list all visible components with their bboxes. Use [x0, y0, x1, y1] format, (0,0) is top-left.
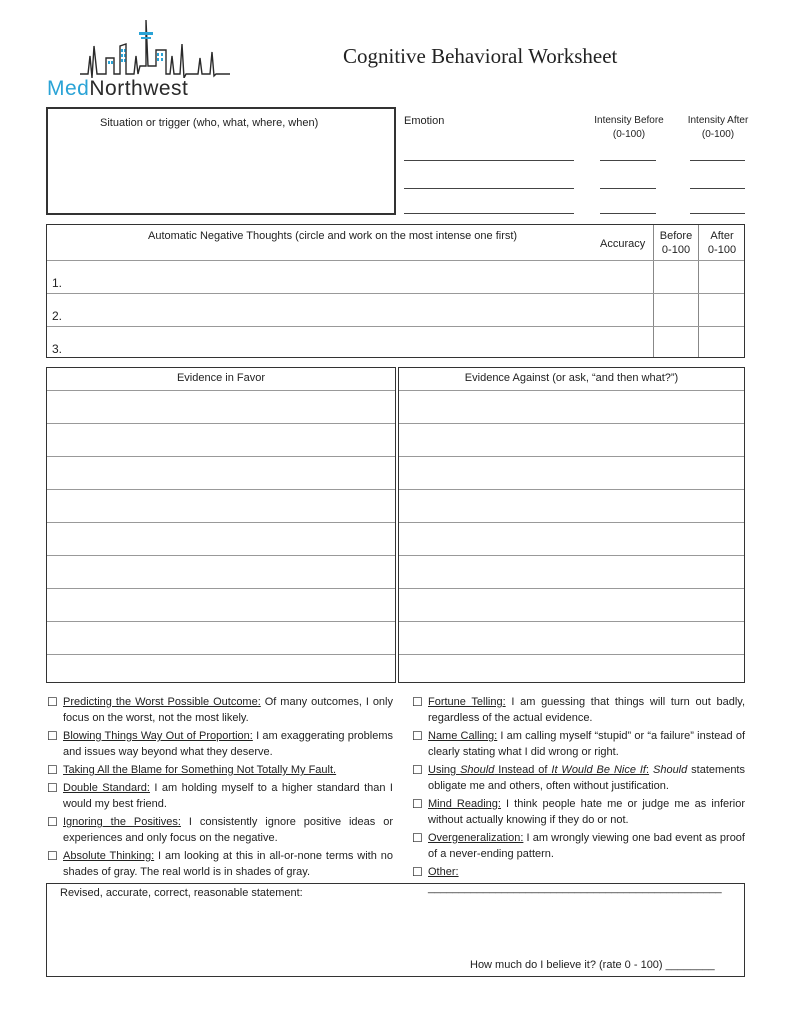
intensity-before-label — [586, 114, 672, 142]
thoughts-after-line1: After — [710, 230, 734, 242]
evidence-against-row[interactable] — [399, 555, 744, 556]
intensity-before-line1: Intensity Before — [594, 115, 664, 126]
checkbox-icon[interactable]: ☐ — [412, 763, 423, 777]
evidence-favor-row[interactable] — [47, 423, 395, 424]
distortion-item — [47, 814, 393, 848]
evidence-against-row[interactable] — [399, 588, 744, 589]
distortion-name: Fortune Telling: — [428, 696, 506, 708]
evidence-favor-row[interactable] — [47, 489, 395, 490]
evidence-favor-row[interactable] — [47, 621, 395, 622]
logo-med: Med — [47, 77, 90, 100]
distortion-text — [63, 814, 393, 846]
checkbox-icon[interactable]: ☐ — [412, 831, 423, 845]
distortion-item — [412, 694, 745, 728]
evidence-favor-row[interactable] — [47, 390, 395, 391]
distortion-name: Overgeneralization: — [428, 832, 524, 844]
distortion-text — [63, 728, 393, 760]
distortion-text — [428, 830, 745, 862]
distortion-item — [412, 830, 745, 864]
distortion-name: Name Calling: — [428, 730, 498, 742]
after-line-2[interactable] — [690, 188, 745, 189]
page-title: Cognitive Behavioral Worksheet — [343, 44, 618, 68]
evidence-favor-column — [46, 367, 396, 683]
evidence-favor-row[interactable] — [47, 654, 395, 655]
after-line-1[interactable] — [690, 160, 745, 161]
distortion-description: I consistently ignore positive ideas or experiences and only focus on the negative. — [63, 816, 393, 844]
distortion-name: Ignoring the Positives: — [63, 816, 181, 828]
evidence-against-row[interactable] — [399, 621, 744, 622]
belief-rating-label: How much do I believe it? (rate 0 - 100) ________ — [470, 959, 715, 971]
logo-northwest: Northwest — [89, 77, 189, 100]
thoughts-after-header — [699, 229, 745, 257]
evidence-against-header: Evidence Against (or ask, “and then what?”) — [464, 372, 679, 384]
evidence-favor-row[interactable] — [47, 456, 395, 457]
distortion-item — [412, 762, 745, 796]
situation-label: Situation or trigger (who, what, where, when) — [100, 117, 319, 129]
checkbox-icon[interactable]: ☐ — [412, 797, 423, 811]
after-line-3[interactable] — [690, 213, 745, 214]
before-line-3[interactable] — [600, 213, 656, 214]
distortion-item — [47, 848, 393, 882]
distortion-text — [428, 762, 745, 794]
thoughts-before-line1: Before — [659, 230, 693, 242]
distortion-name-part: : — [646, 764, 650, 776]
distortion-description: I am guessing that things will turn out badly, regardless of the actual evidence. — [428, 696, 745, 724]
distortion-name-part: Should — [460, 764, 495, 776]
intensity-after-line1: Intensity After — [687, 115, 749, 126]
distortion-description: Of many outcomes, I only focus on the worst, not the most likely. — [63, 696, 393, 724]
checkbox-icon[interactable]: ☐ — [47, 695, 58, 709]
emotion-line-3[interactable] — [404, 213, 574, 214]
intensity-after-line2: (0-100) — [701, 129, 735, 140]
distortion-description: I am looking at this in all-or-none terms with no shades of gray. The real world is in shades of gray. — [63, 850, 393, 878]
evidence-against-row[interactable] — [399, 522, 744, 523]
before-line-2[interactable] — [600, 188, 656, 189]
distortion-name: Blowing Things Way Out of Proportion: — [63, 730, 253, 742]
distortion-name: Predicting the Worst Possible Outcome: — [63, 696, 261, 708]
emotion-label: Emotion — [404, 115, 445, 127]
evidence-favor-row[interactable] — [47, 522, 395, 523]
evidence-against-row[interactable] — [399, 390, 744, 391]
thought-row-2-number: 2. — [52, 309, 63, 323]
checkbox-icon[interactable]: ☐ — [47, 815, 58, 829]
thoughts-row-line-2 — [47, 293, 744, 294]
emotion-line-1[interactable] — [404, 160, 574, 161]
evidence-against-row[interactable] — [399, 489, 744, 490]
evidence-favor-row[interactable] — [47, 588, 395, 589]
evidence-against-row[interactable] — [399, 456, 744, 457]
distortion-text — [428, 728, 745, 760]
distortion-description: I am exaggerating problems and issues way beyond what they deserve. — [63, 730, 393, 758]
distortion-name-part: Using — [428, 764, 461, 776]
distortion-description: statements obligate me and others, often without justification. — [428, 764, 745, 792]
revised-statement-label: Revised, accurate, correct, reasonable statement: — [60, 887, 303, 899]
checkbox-icon[interactable]: ☐ — [412, 695, 423, 709]
distortion-description: I am holding myself to a higher standard than I would my best friend. — [63, 782, 393, 810]
checkbox-icon[interactable]: ☐ — [47, 763, 58, 777]
distortion-item — [412, 728, 745, 762]
accuracy-label: Accuracy — [600, 238, 646, 250]
checkbox-icon[interactable]: ☐ — [47, 729, 58, 743]
distortion-name: Mind Reading: — [428, 798, 501, 810]
city-skyline-logo-icon — [80, 16, 230, 78]
distortion-name: Absolute Thinking: — [63, 850, 155, 862]
distortion-name: Other: — [428, 866, 459, 878]
emotion-line-2[interactable] — [404, 188, 574, 189]
distortion-description: I am calling myself “stupid” or “a failure” instead of clearly stating what I did wrong or right. — [428, 730, 745, 758]
distortion-name-part: It Would Be Nice If — [551, 764, 646, 776]
thought-row-3-number: 3. — [52, 342, 63, 356]
thoughts-after-line2: 0-100 — [707, 244, 737, 256]
distortion-name — [428, 764, 649, 776]
before-line-1[interactable] — [600, 160, 656, 161]
distortion-description: I am wrongly viewing one bad event as proof of a never-ending pattern. — [428, 832, 745, 860]
checkbox-icon[interactable]: ☐ — [412, 865, 423, 879]
evidence-against-column — [398, 367, 745, 683]
checkbox-icon[interactable]: ☐ — [412, 729, 423, 743]
checkbox-icon[interactable]: ☐ — [47, 849, 58, 863]
thoughts-before-header — [654, 229, 698, 257]
distortion-item — [47, 780, 393, 814]
evidence-favor-header: Evidence in Favor — [176, 372, 266, 384]
distortion-name: Double Standard: — [63, 782, 150, 794]
thoughts-row-line-3 — [47, 326, 744, 327]
thoughts-row-line-1 — [47, 260, 744, 261]
distortion-text — [63, 848, 393, 880]
distortion-item — [47, 694, 393, 728]
distortion-name: Taking All the Blame for Something Not Totally My Fault. — [63, 764, 337, 776]
distortion-item — [47, 728, 393, 762]
distortion-text — [428, 694, 745, 726]
distortion-desc-italic: Should — [649, 764, 688, 776]
intensity-after-label — [678, 114, 758, 142]
distortion-text — [63, 694, 393, 726]
evidence-against-row[interactable] — [399, 654, 744, 655]
distortion-text — [428, 796, 745, 828]
evidence-favor-row[interactable] — [47, 555, 395, 556]
thoughts-header: Automatic Negative Thoughts (circle and work on the most intense one first) — [148, 230, 518, 242]
thought-row-1-number: 1. — [52, 276, 63, 290]
distortion-text — [63, 762, 393, 778]
logo-wordmark — [47, 77, 188, 101]
distortion-item — [412, 796, 745, 830]
distortion-name-part: Instead of — [494, 764, 552, 776]
evidence-against-row[interactable] — [399, 423, 744, 424]
distortion-text — [63, 780, 393, 812]
distortion-description: ________________________________________________ — [428, 882, 722, 894]
thoughts-before-line2: 0-100 — [661, 244, 691, 256]
intensity-before-line2: (0-100) — [612, 129, 646, 140]
distortion-description: I think people hate me or judge me as inferior without actually knowing if they do or not. — [428, 798, 746, 826]
checkbox-icon[interactable]: ☐ — [47, 781, 58, 795]
